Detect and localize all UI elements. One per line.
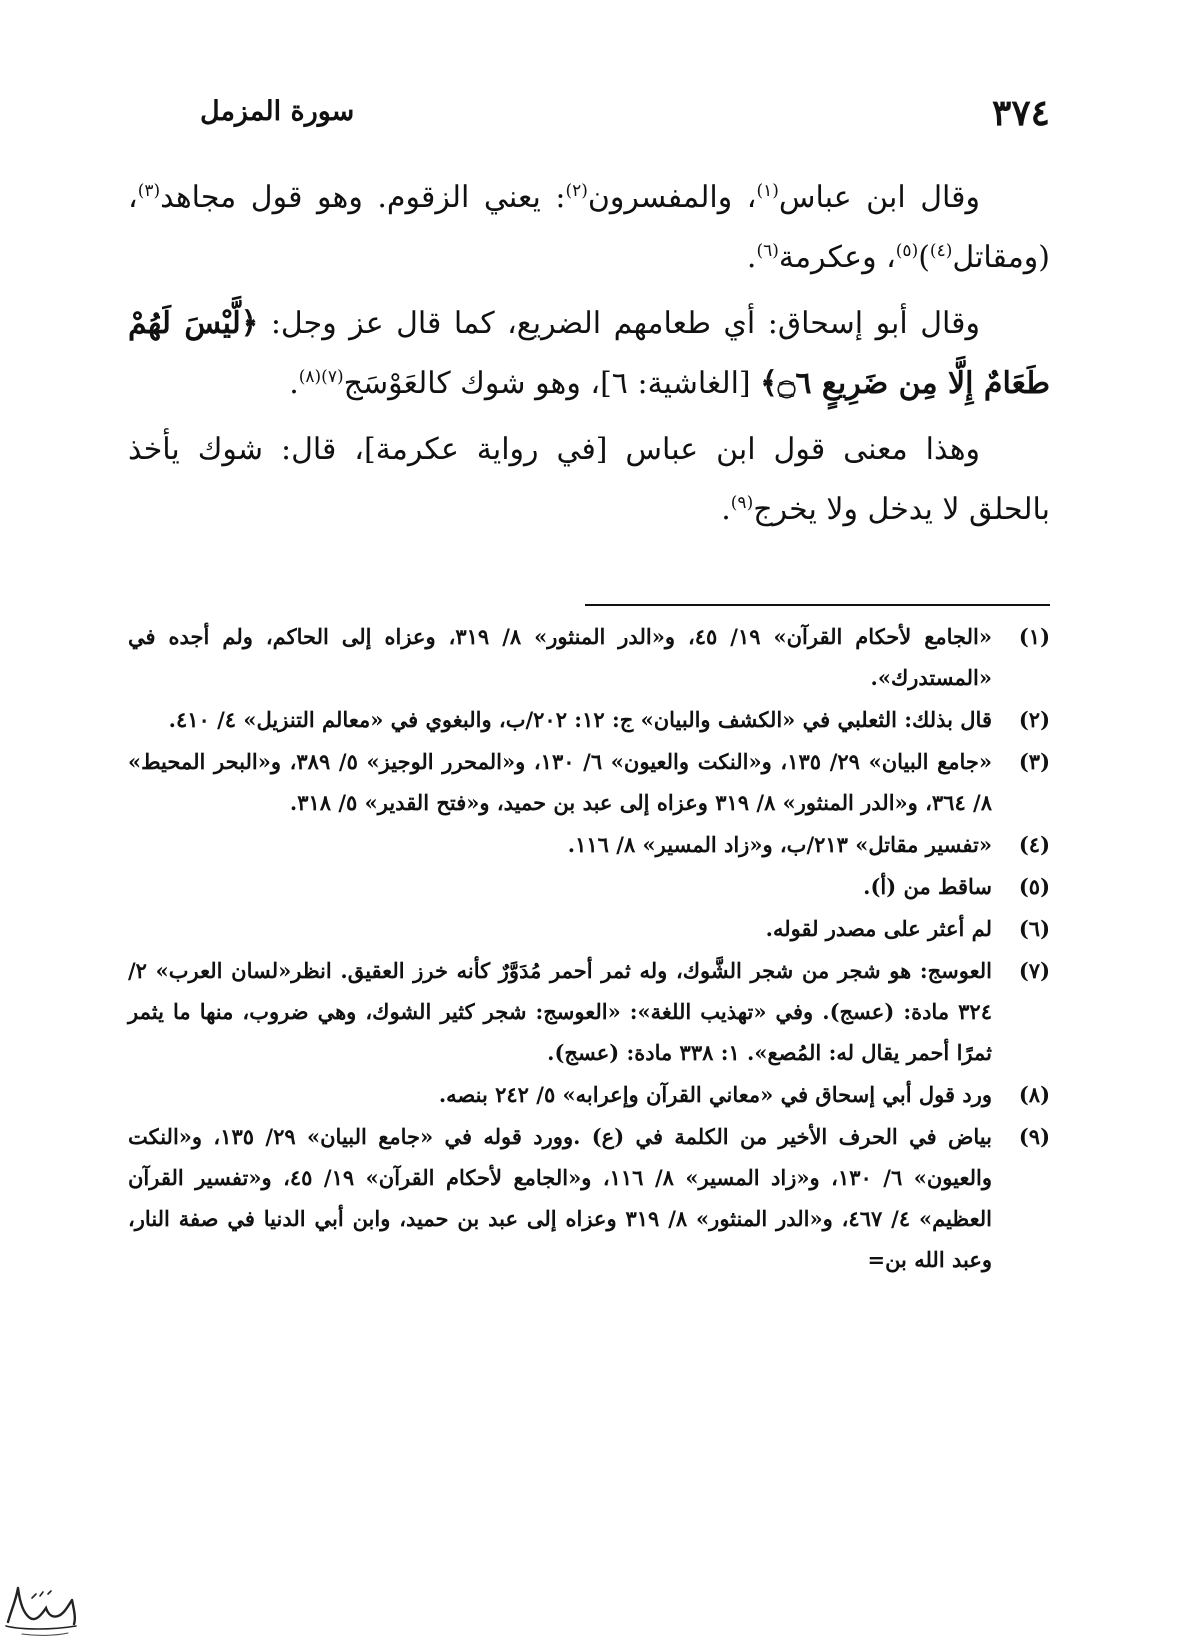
footnote-text: قال بذلك: الثعلبي في «الكشف والبيان» ج: ١٢: ٢٠٢/ب، والبغوي في «معالم التنزيل» ٤/ ٤١٠. [168, 707, 992, 732]
footnote-marker: (٣) [137, 181, 161, 201]
footnote-marker: (٩) [730, 493, 754, 513]
footnote-item [128, 866, 1050, 907]
footnote-text: «تفسير مقاتل» ٢١٣/ب، و«زاد المسير» ٨/ ١١٦. [567, 832, 992, 857]
footnote-number: (٤) [1018, 832, 1050, 857]
footnote-item [128, 824, 1050, 865]
main-text [128, 168, 1050, 546]
footnote-number: (١) [1018, 624, 1050, 649]
paragraph-text: [الغاشية: ٦]، وهو شوك كالعَوْسَج [343, 366, 761, 401]
footnote-number: (٦) [1018, 916, 1050, 941]
footnote-marker: (٧)(٨) [298, 367, 344, 387]
quran-quote: ﴿لَّيْسَ لَهُمْ طَعَامٌ إِلَّا مِن ضَرِيعٍ ۝٦﴾ [128, 306, 1050, 401]
footnote-marker: (٥) [895, 241, 919, 261]
watermark-logo [2, 1578, 80, 1640]
paragraph-text: ) [918, 240, 930, 275]
main-paragraph [128, 420, 1050, 540]
footnote-divider [585, 604, 1050, 606]
paragraph-text: . [289, 366, 299, 401]
footnote-item [128, 908, 1050, 949]
footnote-text: العوسج: هو شجر من شجر الشَّوك، وله ثمر أحمر مُدَوَّرٌ كأنه خرز العقيق. انظر«لسان العرب» ٢/ ٣٢٤ مادة: (عسج). وفي «تهذيب اللغة»: «العوسج: شجر كثير الشوك، وهي ضروب، منها ما يثمر ثمرًا أحمر يقال له: المُصع». ١: ٣٣٨ مادة: (عسج). [128, 958, 992, 1065]
footnote-item [128, 699, 1050, 740]
page-header [200, 92, 1050, 142]
footnote-number: (٧) [1018, 958, 1050, 983]
footnote-marker: (١) [756, 181, 779, 201]
page-number: ٣٧٤ [991, 92, 1050, 134]
paragraph-text: وهذا معنى قول ابن عباس [في رواية عكرمة]، قال: شوك يأخذ بالحلق لا يدخل ولا يخرج [128, 432, 1050, 527]
footnote-text: «جامع البيان» ٢٩/ ١٣٥، و«النكت والعيون» ٦/ ١٣٠، و«المحرر الوجيز» ٥/ ٣٨٩، و«البحر المحيط» ٨/ ٣٦٤، و«الدر المنثور» ٨/ ٣١٩ وعزاه إلى عبد بن حميد، و«فتح القدير» ٥/ ٣١٨. [128, 749, 993, 815]
footnote-marker: (٤) [929, 241, 953, 261]
footnote-number: (٥) [1018, 874, 1050, 899]
footnote-number: (٨) [1018, 1082, 1050, 1107]
paragraph-text: . [721, 492, 731, 527]
footnote-number: (٢) [1018, 707, 1050, 732]
main-paragraph [128, 168, 1050, 288]
footnote-text: «الجامع لأحكام القرآن» ١٩/ ٤٥، و«الدر المنثور» ٨/ ٣١٩، وعزاه إلى الحاكم، ولم أجده في «المستدرك». [128, 624, 992, 690]
paragraph-text: : يعني الزقوم. وهو قول مجاهد [160, 180, 566, 215]
footnote-text: بياض في الحرف الأخير من الكلمة في (ع) .وورد قوله في «جامع البيان» ٢٩/ ١٣٥، و«النكت والعيون» ٦/ ١٣٠، و«زاد المسير» ٨/ ١١٦، و«الجامع لأحكام القرآن» ١٩/ ٤٥، و«تفسير القرآن العظيم» ٤/ ٤٦٧، و«الدر المنثور» ٨/ ٣١٩ وعزاه إلى عبد بن حميد، وابن أبي الدنيا في صفة النار، وعبد الله بن= [128, 1124, 993, 1272]
paragraph-text: ، وعكرمة [778, 240, 896, 275]
footnote-item [128, 950, 1050, 1073]
footnote-item [128, 616, 1050, 698]
footnote-text: ورد قول أبي إسحاق في «معاني القرآن وإعرابه» ٥/ ٢٤٢ بنصه. [438, 1082, 992, 1107]
paragraph-text: ، والمفسرون [587, 180, 757, 215]
paragraph-text: وقال أبو إسحاق: أي طعامهم الضريع، كما قال عز وجل: [258, 306, 980, 341]
footnote-text: ساقط من (أ). [863, 874, 992, 899]
running-title: سورة المزمل [200, 96, 355, 127]
paragraph-text: . [746, 240, 757, 275]
footnote-item [128, 1116, 1050, 1280]
footnote-marker: (٢) [565, 181, 588, 201]
footnote-number: (٩) [1018, 1124, 1050, 1149]
footnotes [128, 616, 1050, 1281]
footnote-number: (٣) [1018, 749, 1050, 774]
footnote-item [128, 1074, 1050, 1115]
footnote-text: لم أعثر على مصدر لقوله. [765, 916, 992, 941]
paragraph-text: ، (ومقاتل [128, 180, 1050, 275]
paragraph-text: وقال ابن عباس [778, 180, 980, 215]
footnote-item [128, 741, 1050, 823]
watermark-calligraphy-icon [2, 1578, 80, 1640]
main-paragraph [128, 294, 1050, 414]
footnote-marker: (٦) [756, 241, 779, 261]
